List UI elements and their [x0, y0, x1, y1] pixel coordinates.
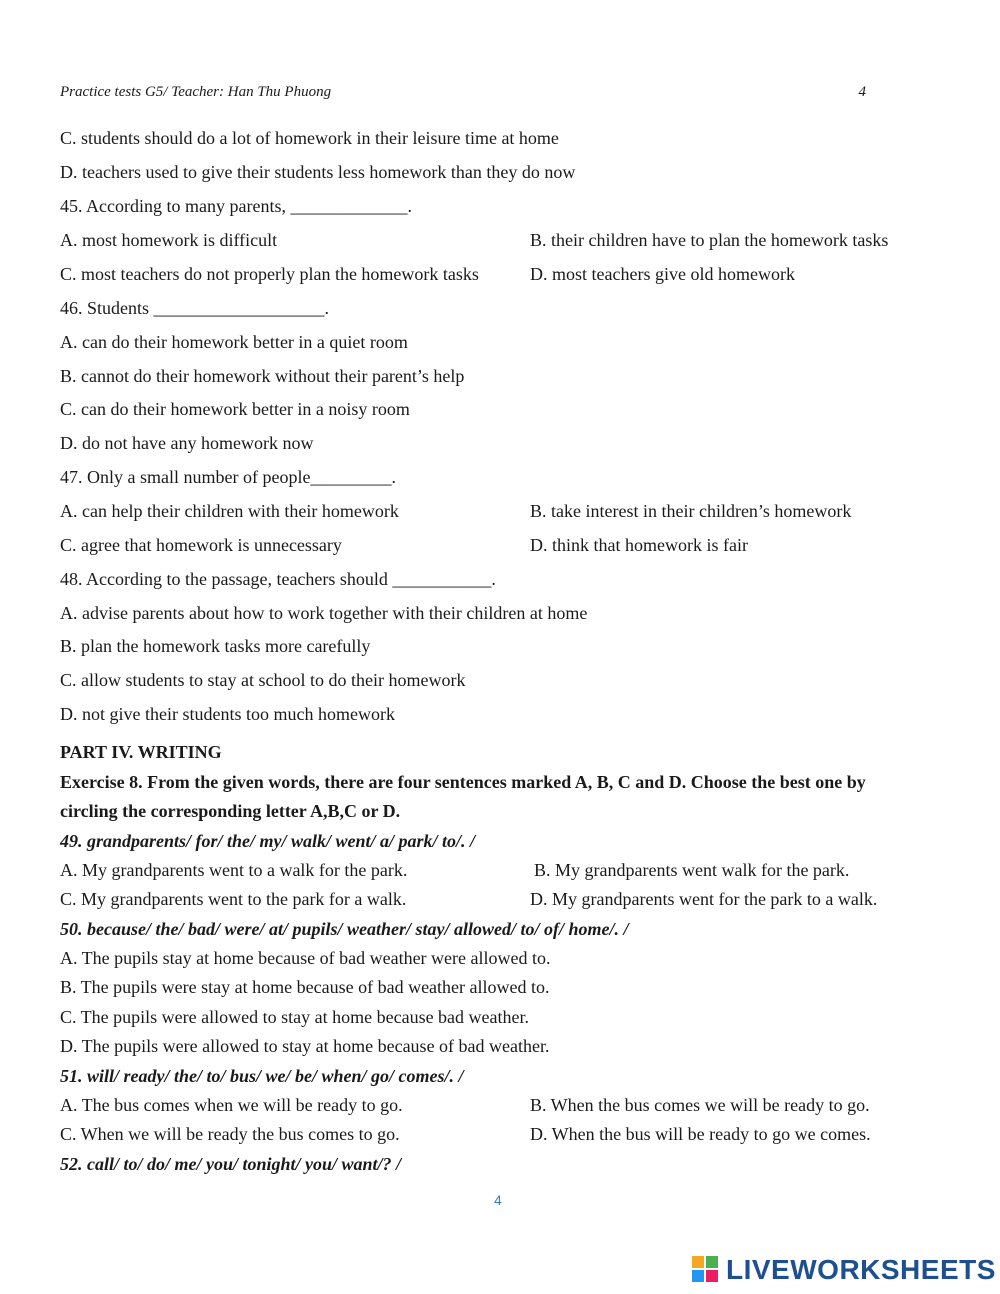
page-header: [60, 84, 870, 101]
q50-option-b: B. The pupils were stay at home because of bad weather allowed to.: [60, 977, 550, 997]
q45-option-b: B. their children have to plan the homework tasks: [530, 230, 889, 250]
question-49: 49. grandparents/ for/ the/ my/ walk/ went/ a/ park/ to/. /: [60, 831, 476, 851]
q45-option-a: A. most homework is difficult: [60, 230, 278, 250]
q51-option-a: A. The bus comes when we will be ready to go.: [60, 1095, 403, 1115]
q51-option-c: C. When we will be ready the bus comes to go.: [60, 1124, 400, 1144]
exercise-instructions-line1: Exercise 8. From the given words, there are four sentences marked A, B, C and D. Choose the best one by: [60, 772, 866, 792]
liveworksheets-logo[interactable]: [692, 1254, 996, 1286]
header-title: Practice tests G5/ Teacher: Han Thu Phuong: [60, 84, 332, 100]
part-heading: PART IV. WRITING: [60, 742, 222, 762]
q51-option-d: D. When the bus will be ready to go we comes.: [530, 1124, 871, 1144]
footer-page-number: 4: [494, 1192, 502, 1208]
header-page-number: 4: [858, 84, 866, 100]
q46-option-d: D. do not have any homework now: [60, 433, 314, 453]
q50-option-d: D. The pupils were allowed to stay at home because of bad weather.: [60, 1036, 550, 1056]
q50-option-c: C. The pupils were allowed to stay at home because bad weather.: [60, 1007, 530, 1027]
q46-option-a: A. can do their homework better in a quiet room: [60, 332, 408, 352]
liveworksheets-logo-text: LIVEWORKSHEETS: [726, 1254, 996, 1285]
q45-option-d: D. most teachers give old homework: [530, 264, 795, 284]
q49-option-b: B. My grandparents went walk for the park.: [534, 860, 850, 880]
q49-option-d: D. My grandparents went for the park to a walk.: [530, 889, 878, 909]
q48-option-c: C. allow students to stay at school to do their homework: [60, 670, 466, 690]
q47-option-d: D. think that homework is fair: [530, 535, 748, 555]
q47-option-c: C. agree that homework is unnecessary: [60, 535, 342, 555]
q45-option-c: C. most teachers do not properly plan the homework tasks: [60, 264, 479, 284]
question-50: 50. because/ the/ bad/ were/ at/ pupils/ weather/ stay/ allowed/ to/ of/ home/. /: [60, 919, 629, 939]
exercise-instructions-line2: circling the corresponding letter A,B,C or D.: [60, 801, 401, 821]
q49-option-a: A. My grandparents went to a walk for the park.: [60, 860, 408, 880]
question-45: 45. According to many parents, _____________.: [60, 196, 412, 216]
q48-option-d: D. not give their students too much homework: [60, 704, 395, 724]
q46-option-b: B. cannot do their homework without their parent’s help: [60, 366, 465, 386]
q48-option-b: B. plan the homework tasks more carefully: [60, 636, 371, 656]
q51-option-b: B. When the bus comes we will be ready to go.: [530, 1095, 870, 1115]
option-line: C. students should do a lot of homework in their leisure time at home: [60, 128, 559, 148]
question-48: 48. According to the passage, teachers should ___________.: [60, 569, 496, 589]
q47-option-b: B. take interest in their children’s homework: [530, 501, 852, 521]
q49-option-c: C. My grandparents went to the park for a walk.: [60, 889, 407, 909]
liveworksheets-logo-icon: [692, 1256, 720, 1284]
q48-option-a: A. advise parents about how to work together with their children at home: [60, 603, 588, 623]
question-46: 46. Students ___________________.: [60, 298, 330, 318]
question-51: 51. will/ ready/ the/ to/ bus/ we/ be/ when/ go/ comes/. /: [60, 1066, 464, 1086]
q50-option-a: A. The pupils stay at home because of bad weather were allowed to.: [60, 948, 551, 968]
question-47: 47. Only a small number of people_________.: [60, 467, 396, 487]
option-line: D. teachers used to give their students less homework than they do now: [60, 162, 576, 182]
q47-option-a: A. can help their children with their homework: [60, 501, 399, 521]
q46-option-c: C. can do their homework better in a noisy room: [60, 399, 410, 419]
question-52: 52. call/ to/ do/ me/ you/ tonight/ you/ want/? /: [60, 1154, 402, 1174]
